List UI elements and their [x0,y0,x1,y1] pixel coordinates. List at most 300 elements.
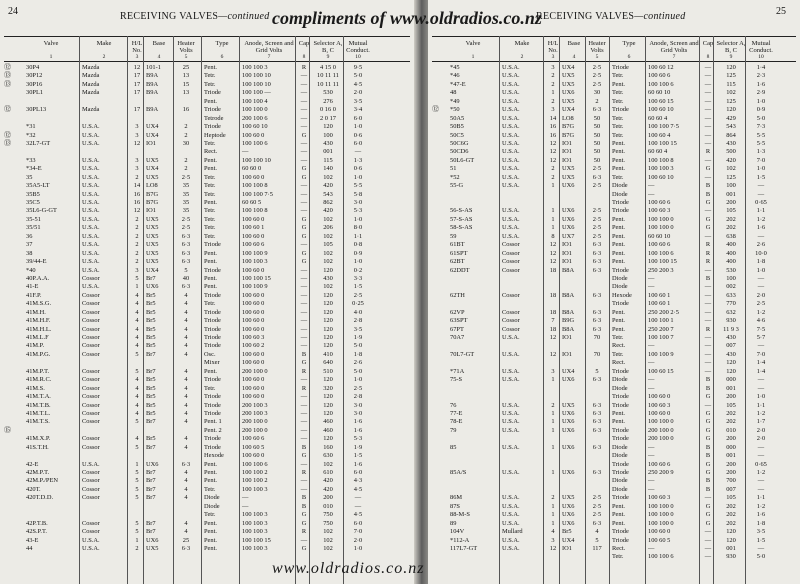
cell-mutual-conductance: 1·1 [756,207,766,215]
cell-anode-screen-grid-volts: 100 100 15 [648,139,677,147]
cell-anode-screen-grid-volts: 100 60 6 [648,199,671,206]
cell-valve: 41M.T.L. [26,409,51,417]
cell-selector: 120 [726,359,736,367]
cell-cap: R [705,258,711,266]
watermark-bottom: www.oldradios.co.nz [272,560,425,577]
cell-heater-volts: 4 [184,300,188,308]
cell-heater-volts: 5 [595,367,599,375]
right-table-row [432,283,796,291]
cell-make: U.S.A. [502,106,520,114]
cell-base: B7G [146,190,159,198]
cell-cap: B [705,274,711,282]
left-table-row [4,326,410,334]
cell-base: IO1 [146,139,156,147]
cell-type: Triode [612,106,629,114]
cell-valve: 41M.P.G. [26,350,51,358]
cell-valve: *45 [450,64,460,71]
cell-anode-screen-grid-volts: 100 100 9 [242,249,268,257]
cell-base: Br5 [146,401,156,409]
cell-valve: 50L6-GT [450,156,475,164]
right-table-row [432,553,796,561]
cell-make: Mazda [82,80,100,88]
cell-selector: 200 [726,435,736,443]
cell-base: Br5 [146,384,156,392]
left-column-rule [295,36,296,584]
cell-type: Pent. [612,519,625,527]
left-table-row [4,486,410,494]
cell-make: U.S.A. [502,148,520,156]
right-table-row [432,148,796,156]
cell-selector: 120 [323,401,333,409]
cell-cap: — [300,182,308,190]
cell-mutual-conductance: 2·0 [756,291,766,299]
cell-type: Tetr. [204,72,216,80]
left-table-row [4,157,410,165]
cell-cap: — [704,291,712,299]
left-header-anode-screen-grid-volts: Anode, Screen and Grid Volts [244,40,294,54]
cell-anode-screen-grid-volts: 100 60 0 [648,528,671,536]
cell-mutual-conductance: 0·8 [353,241,363,249]
cell-cap: G [705,224,711,232]
cell-make: U.S.A. [502,207,520,215]
cell-valve: 35 [26,173,33,181]
cell-selector: 120 [323,300,333,308]
cell-type: Pent. [612,325,625,333]
cell-hl-no: 4 [135,308,139,316]
cell-selector: 200 [726,460,736,468]
cell-hl-no: 2 [135,249,139,257]
cell-base: UX4 [562,106,575,114]
cell-selector: 200 [323,494,333,502]
cell-anode-screen-grid-volts: 100 60 4 [648,131,671,139]
left-header-number-anode-screen-grid-volts: 7 [267,54,271,60]
cell-mutual-conductance: — [354,148,362,156]
cell-make: Cossor [502,317,520,325]
left-column-rule [201,36,202,584]
cell-selector: 638 [726,232,736,240]
cell-cap: — [300,401,308,409]
cell-base: UX6 [562,215,575,223]
cell-mutual-conductance: 1·8 [353,350,363,358]
cell-type: Diode [612,485,628,493]
cell-cap: — [704,80,712,88]
cell-make: U.S.A. [82,283,100,291]
cell-hl-no: 14 [549,114,557,122]
cell-selector: 200 [726,469,736,476]
right-table-row [432,241,796,249]
cell-mutual-conductance: 5·3 [353,435,363,443]
cell-base: UX6 [562,418,575,426]
cell-heater-volts: 2·5 [592,494,602,502]
cell-selector: 11 9 3 [723,325,739,333]
cell-cap: — [300,283,308,291]
cell-mutual-conductance: — [757,452,765,460]
cell-hl-no: 12 [549,350,557,358]
cell-hl-no: 1 [551,418,555,426]
cell-base: IO1 [562,249,572,257]
cell-mutual-conductance: 1·0 [756,266,766,274]
cell-base: UX4 [146,165,159,173]
cell-hl-no: 1 [135,460,139,468]
cell-make: U.S.A. [502,502,520,510]
cell-anode-screen-grid-volts: 100 60 5 [242,443,265,451]
cell-type: Triode [612,300,629,308]
cell-base: Br7 [146,443,156,451]
cell-base: UX6 [562,89,575,97]
cell-type: Tetr. [204,182,216,190]
circled-number-icon: ⑫ [432,105,439,114]
cell-anode-screen-grid-volts: 100 100 6 [648,249,674,257]
cell-cap: R [705,325,711,333]
cell-hl-no: 14 [133,182,141,190]
cell-base: IO1 [562,241,572,249]
cell-anode-screen-grid-volts: 100 100 3 [242,485,268,493]
cell-selector: 001 [323,148,333,156]
cell-base: UX6 [562,207,575,215]
cell-base: UX6 [562,502,575,510]
cell-selector: 102 [726,165,736,173]
cell-mutual-conductance: — [757,182,765,190]
cell-type: Triode [612,460,629,468]
cell-make: Cossor [82,342,100,350]
right-header-number-base: 4 [572,54,576,60]
cell-make: U.S.A. [82,156,100,164]
cell-mutual-conductance: 5·8 [353,190,363,198]
cell-cap: — [704,350,712,358]
cell-base: UX6 [562,426,575,434]
cell-type: Triode [204,266,221,274]
left-title-suffix: —continued [218,11,270,22]
cell-type: Pent. [204,274,217,282]
cell-make: Cossor [502,291,520,299]
cell-mutual-conductance: 6·0 [353,519,363,527]
cell-make: U.S.A. [82,258,100,266]
cell-selector: 010 [323,502,333,510]
cell-heater-volts: 15 [182,80,190,88]
cell-base: UX6 [146,283,159,291]
cell-make: U.S.A. [502,215,520,223]
cell-hl-no: 2 [135,241,139,249]
cell-type: Tetr. [612,334,624,341]
right-table-row [432,452,796,460]
cell-anode-screen-grid-volts: 100 100 8 [242,207,268,215]
cell-heater-volts: 6·3 [592,443,602,451]
cell-make: U.S.A. [502,182,520,190]
cell-valve: 41M.L.F [26,334,49,341]
cell-type: Rect. [612,359,626,367]
cell-heater-volts: 6·3 [592,401,602,409]
cell-make: U.S.A. [82,165,100,173]
cell-cap: — [300,156,308,164]
cell-heater-volts: 2 [184,156,188,164]
cell-mutual-conductance: 1·0 [756,393,766,401]
cell-cap: G [301,452,307,460]
left-table-row [4,115,410,123]
cell-mutual-conductance: 5·0 [353,367,363,375]
cell-valve: 85 [450,443,457,451]
cell-selector: 202 [726,502,736,510]
cell-type: Pent. [612,418,625,426]
cell-type: Triode [612,64,629,71]
cell-cap: R [301,367,307,375]
cell-hl-no: 16 [549,123,557,131]
cell-heater-volts: 4 [184,291,188,299]
cell-base: B7G [146,199,159,206]
cell-cap: — [300,106,308,114]
cell-make: Cossor [82,401,100,409]
cell-anode-screen-grid-volts: 100 60 0 [242,317,265,325]
cell-type: Diode [204,502,220,510]
cell-valve: 41M.P. [26,342,45,350]
cell-base: B9A [146,106,159,114]
cell-mutual-conductance: 3·3 [353,274,363,282]
cell-cap: — [704,64,712,71]
cell-anode-screen-grid-volts: 200 100 3 [242,401,268,409]
left-page-number: 24 [8,6,18,17]
cell-mutual-conductance: 1·0 [353,215,363,223]
cell-anode-screen-grid-volts: 100 100 3 [242,64,268,71]
cell-type: Pent. [612,511,625,519]
cell-cap: G [705,460,711,468]
cell-valve: 41M.H. [26,308,46,316]
cell-valve: 35C5 [26,199,40,206]
cell-selector: 120 [323,325,333,333]
cell-make: Cossor [502,258,520,266]
cell-make: U.S.A. [502,443,520,451]
cell-anode-screen-grid-volts: 100 100 2 [242,477,268,485]
cell-mutual-conductance: 4·5 [353,511,363,519]
cell-hl-no: 1 [551,89,555,97]
cell-type: Tetr. [612,173,624,181]
right-table-row [432,317,796,325]
cell-type: Pent. [204,544,217,552]
cell-hl-no: 4 [135,342,139,350]
right-table-row [432,368,796,376]
cell-mutual-conductance: 1·3 [756,148,766,156]
cell-heater-volts: 4 [184,485,188,493]
cell-heater-volts: 6·3 [592,291,602,299]
cell-valve: 35/51 [26,224,41,232]
cell-anode-screen-grid-volts: 100 60 3 [648,207,671,215]
cell-cap: B [301,502,307,510]
cell-valve: *46 [450,72,460,80]
cell-mutual-conductance: 1·3 [353,156,363,164]
cell-valve: *71A [450,367,465,375]
right-table-row [432,64,796,72]
cell-hl-no: 4 [135,317,139,325]
cell-heater-volts: 6·3 [592,308,602,316]
cell-mutual-conductance: 1·6 [353,426,363,434]
cell-selector: 543 [323,190,333,198]
cell-base: Br5 [146,376,156,384]
cell-mutual-conductance: 5·7 [756,334,766,341]
cell-make: U.S.A. [82,460,100,468]
cell-hl-no: 12 [133,64,141,71]
cell-type: Diode [612,376,628,384]
right-table-row [432,157,796,165]
cell-make: U.S.A. [502,72,520,80]
cell-valve: 62TH [450,291,465,299]
cell-mutual-conductance: 3·4 [353,106,363,114]
cell-hl-no: 12 [549,249,557,257]
cell-base: Br5 [146,300,156,308]
left-running-title [120,11,270,22]
cell-cap: — [300,207,308,215]
cell-anode-screen-grid-volts: 100 100 0 [648,519,674,527]
cell-valve: 85A/S [450,469,467,476]
right-table-row [432,115,796,123]
cell-anode-screen-grid-volts: 100 60 1 [648,291,671,299]
right-table-row [432,359,796,367]
cell-selector: 930 [726,317,736,325]
cell-mutual-conductance: 1·6 [353,418,363,426]
cell-anode-screen-grid-volts: 100 100 0 [648,418,674,426]
cell-anode-screen-grid-volts: 100 60 6 [242,435,265,443]
right-column-rule [699,36,700,584]
cell-selector: 102 [323,258,333,266]
cell-hl-no: 12 [549,241,557,249]
cell-selector: 120 [323,342,333,350]
left-header-number-heater-volts: 5 [184,54,188,60]
cell-cap: — [704,342,712,350]
cell-selector: 202 [726,519,736,527]
cell-mutual-conductance: 1·5 [756,173,766,181]
cell-mutual-conductance: 5·0 [756,553,766,561]
circled-number-icon: ⑬ [4,71,11,80]
cell-make: U.S.A. [502,367,520,375]
cell-type: Triode [612,494,629,502]
cell-type: Tetrode [204,114,224,122]
cell-cap: — [704,72,712,80]
cell-base: UX4 [146,123,159,131]
cell-cap: G [301,232,307,240]
cell-heater-volts: 2 [595,97,599,105]
cell-anode-screen-grid-volts: 100 60 0 [242,350,265,358]
cell-cap: — [300,190,308,198]
cell-type: Pent. [612,249,625,257]
cell-selector: 010 [726,426,736,434]
cell-base: Br5 [146,291,156,299]
cell-cap: G [301,359,307,367]
cell-base: B7G [562,131,575,139]
cell-hl-no: 2 [135,224,139,232]
cell-anode-screen-grid-volts: 100 60 0 [242,393,265,401]
cell-selector: 420 [323,485,333,493]
cell-mutual-conductance: 1·0 [756,165,766,173]
cell-heater-volts: 5 [184,266,188,274]
cell-cap: — [704,173,712,181]
cell-mutual-conductance: — [757,342,765,350]
cell-mutual-conductance: 3·0 [353,199,363,206]
cell-cap: — [704,283,712,291]
cell-type: Triode [612,401,629,409]
cell-selector: 160 [323,443,333,451]
cell-anode-screen-grid-volts: 100 60 6 [648,460,671,468]
cell-heater-volts: 6·3 [592,241,602,249]
left-table-row [4,199,410,207]
cell-cap: — [300,72,308,80]
cell-cap: G [301,249,307,257]
right-page-number: 25 [776,6,786,17]
cell-anode-screen-grid-volts: 100 100 15 [242,274,271,282]
cell-anode-screen-grid-volts: 100 60 0 [242,325,265,333]
cell-type: Triode [612,207,629,215]
right-column-rule [609,36,610,584]
left-header-selector: Selector A, B, C [313,40,343,54]
cell-anode-screen-grid-volts: 100 60 0 [242,384,265,392]
cell-heater-volts: 4 [184,376,188,384]
cell-base: Br5 [146,334,156,341]
cell-selector: 120 [323,435,333,443]
cell-hl-no: 2 [551,173,555,181]
cell-heater-volts: 40 [182,274,190,282]
cell-mutual-conductance: 1·6 [756,224,766,232]
cell-anode-screen-grid-volts: 60 60 4 [648,148,668,156]
cell-mutual-conductance: 2·5 [756,300,766,308]
cell-valve: 63SPT [450,317,468,325]
cell-heater-volts: 4 [184,325,188,333]
cell-selector: 100 [323,131,333,139]
cell-hl-no: 17 [133,72,141,80]
cell-hl-no: 3 [135,165,139,173]
cell-valve: *112-A [450,536,470,544]
cell-selector: 100 [726,274,736,282]
cell-cap: B [705,452,711,460]
cell-heater-volts: 4 [595,528,599,536]
left-table-row [4,191,410,199]
cell-make: U.S.A. [502,131,520,139]
left-table-row [4,106,410,114]
cell-mutual-conductance: 0·2 [353,266,363,274]
cell-make: U.S.A. [502,350,520,358]
cell-base: UX4 [146,266,159,274]
left-table-row [4,402,410,410]
cell-hl-no: 3 [551,367,555,375]
cell-heater-volts: 35 [182,190,190,198]
cell-hl-no: 3 [551,536,555,544]
cell-cap: — [704,156,712,164]
cell-cap: — [300,485,308,493]
cell-selector: 200 [726,199,736,206]
cell-cap: G [301,544,307,552]
cell-make: U.S.A. [502,536,520,544]
cell-selector: 206 [323,224,333,232]
cell-valve: 30P4 [26,64,40,71]
cell-mutual-conductance: 4·6 [756,317,766,325]
cell-heater-volts: 70 [593,334,601,341]
cell-cap: B [705,384,711,392]
cell-base: UX5 [562,72,575,80]
cell-hl-no: 18 [549,325,557,333]
cell-base: IO1 [146,207,156,215]
right-table-row [432,444,796,452]
left-header-hl-no: H/L No. [131,40,143,54]
cell-selector: 102 [323,249,333,257]
cell-make: U.S.A. [502,334,520,341]
cell-selector: 115 [726,80,736,88]
cell-base: UX6 [562,182,575,190]
cell-type: Diode [612,190,628,198]
cell-heater-volts: 4 [184,367,188,375]
cell-hl-no: 1 [551,469,555,476]
right-table-row [432,494,796,502]
cell-type: Pent. [612,156,625,164]
right-column-rule [645,36,646,584]
cell-heater-volts: 6·3 [592,173,602,181]
cell-selector: 430 [726,350,736,358]
cell-cap: — [300,114,308,122]
cell-base: UX5 [562,173,575,181]
